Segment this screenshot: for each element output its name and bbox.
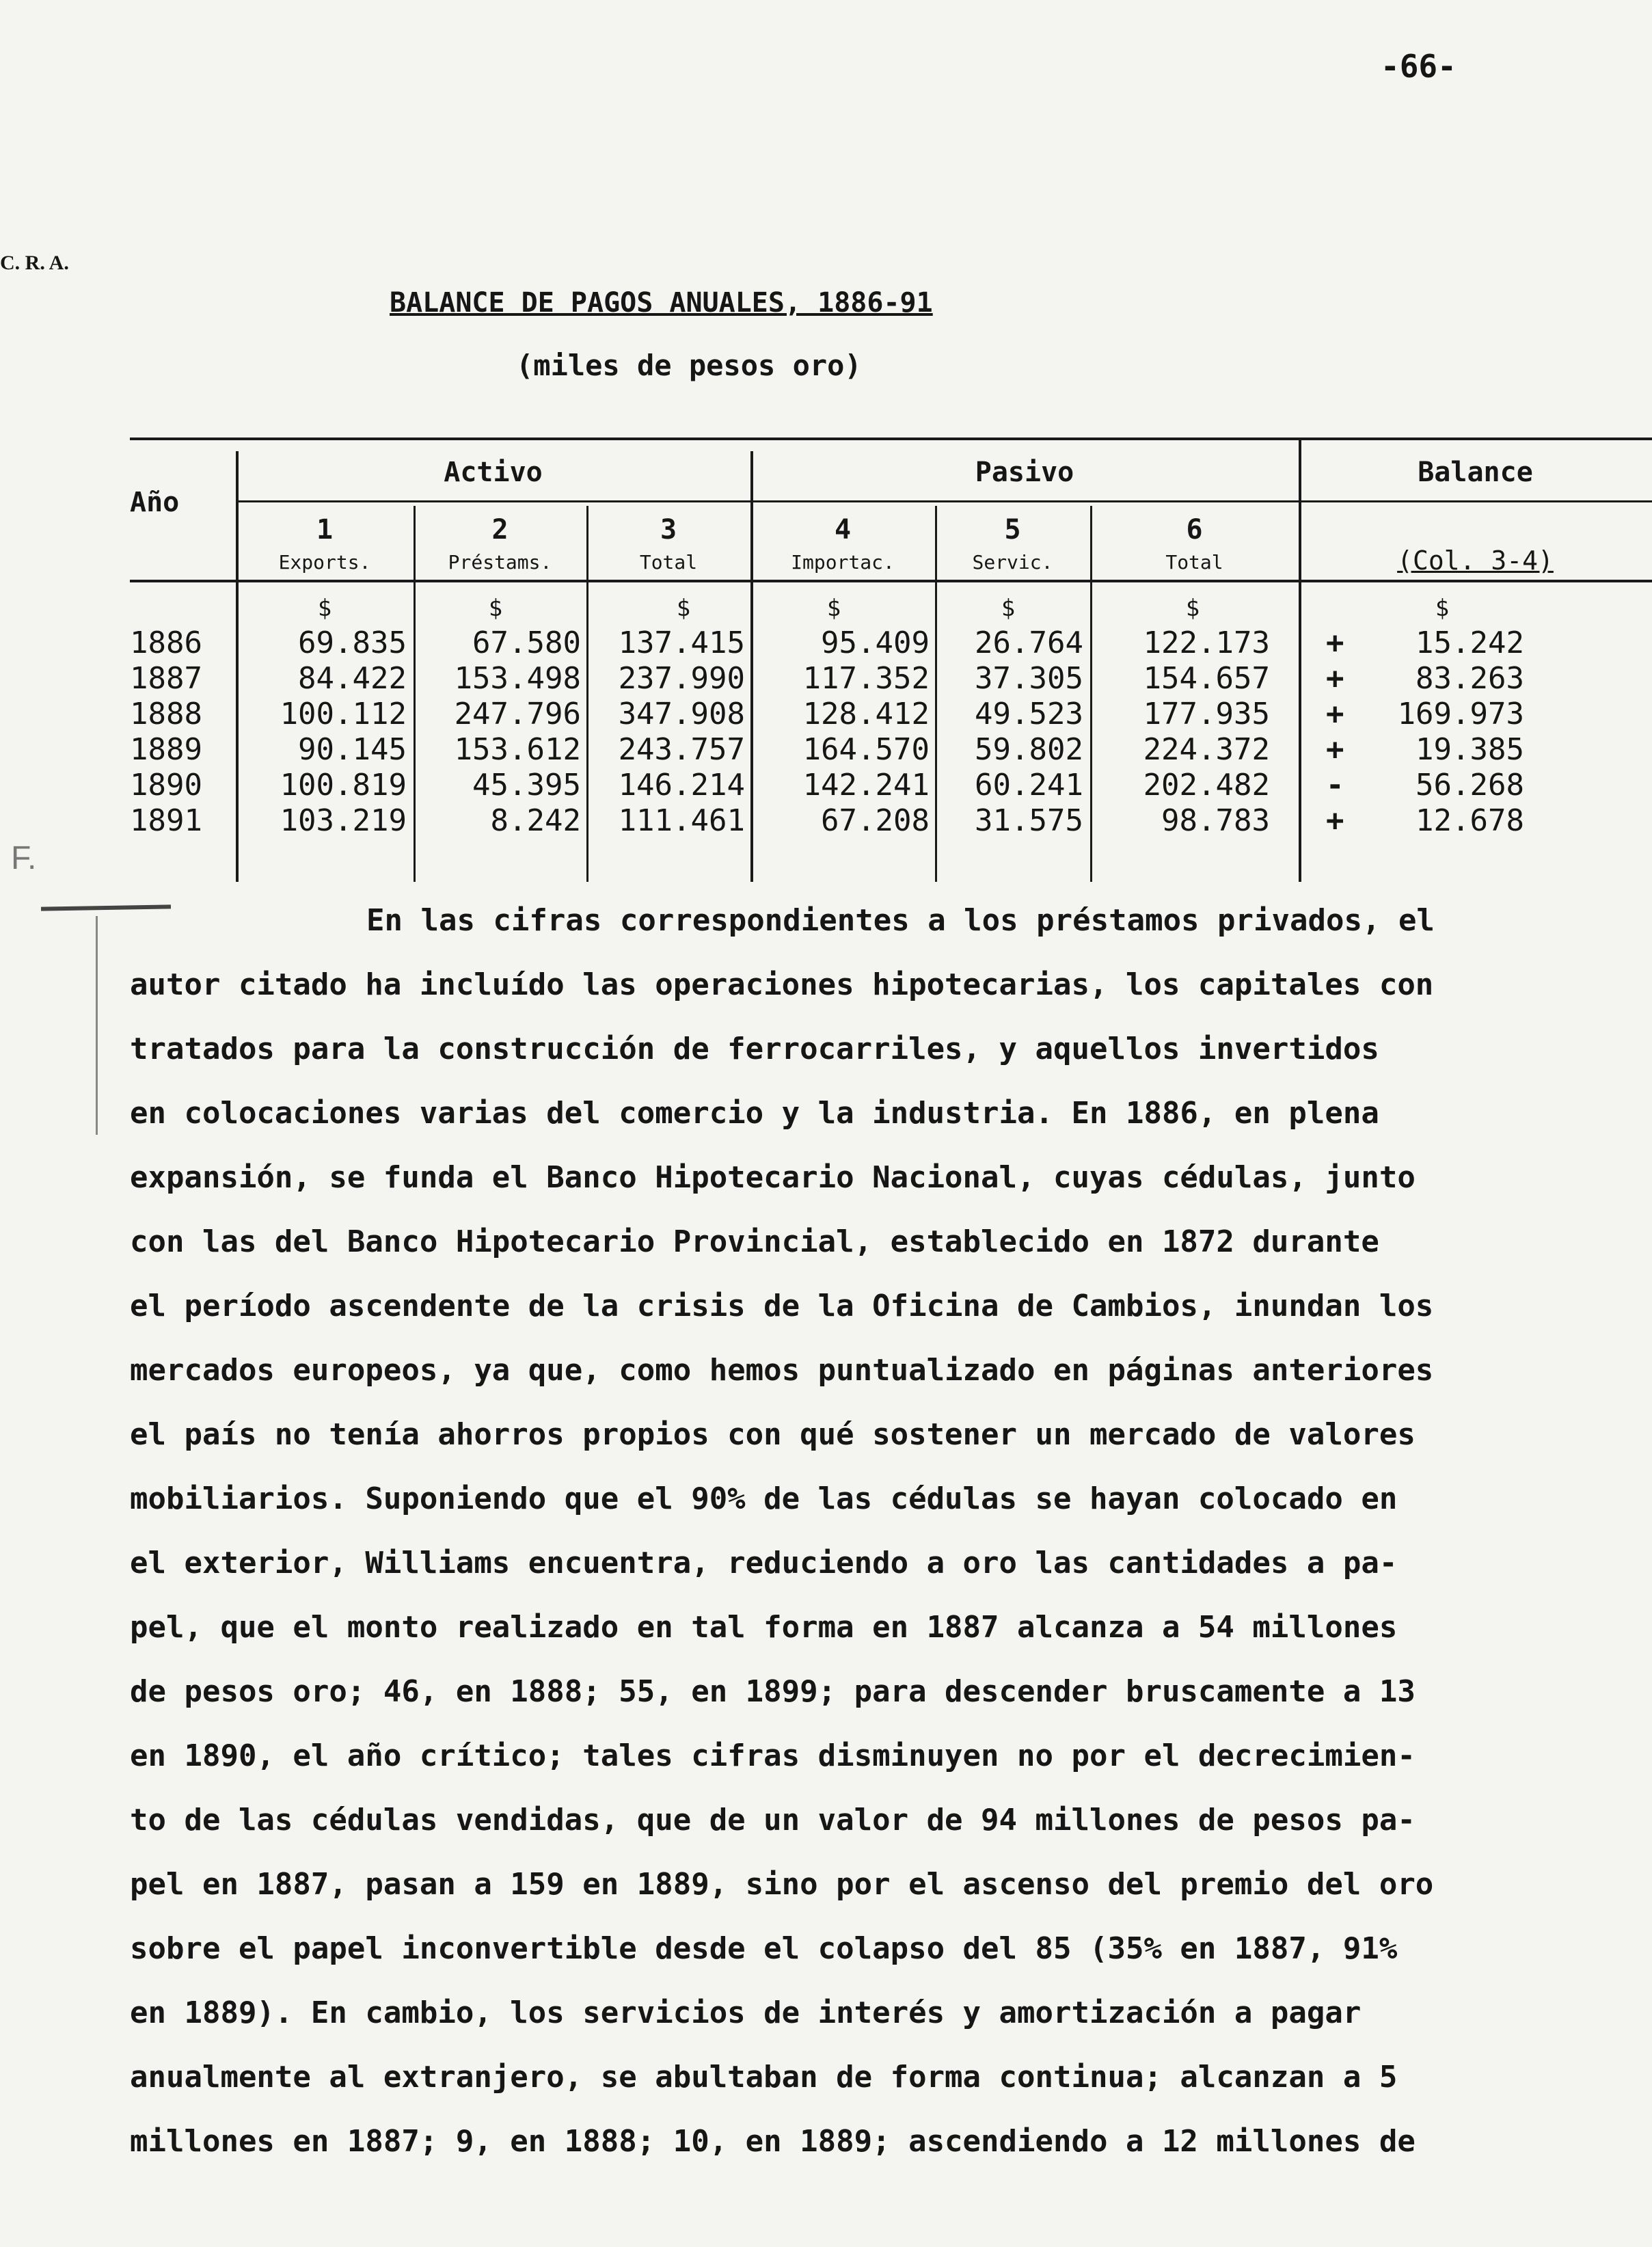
column-label: Exports. <box>278 551 371 574</box>
table-cell: 84.422 <box>298 661 407 696</box>
table-cell: 37.305 <box>975 661 1083 696</box>
balance-table <box>0 0 1652 902</box>
corner-label: C. R. A. <box>0 252 69 274</box>
column-label: Servic. <box>972 551 1053 574</box>
table-cell: 8.242 <box>490 803 581 838</box>
currency-symbol: $ <box>317 595 332 622</box>
table-cell: 95.409 <box>821 625 930 660</box>
table-cell: 100.112 <box>280 697 407 731</box>
balance-sign: + <box>1326 697 1344 731</box>
text-line: el exterior, Williams encuentra, reduciendo a oro las cantidades a pa- <box>130 1546 1398 1580</box>
balance-value: 15.242 <box>1416 625 1524 660</box>
table-cell: 347.908 <box>618 697 745 731</box>
balance-sign: + <box>1326 803 1344 838</box>
column-label: Total <box>1165 551 1223 574</box>
table-header-rule <box>130 580 1652 582</box>
table-cell: 128.412 <box>802 697 930 731</box>
group-header-activo: Activo <box>444 457 543 488</box>
balance-value: 19.385 <box>1416 732 1524 767</box>
table-cell: 111.461 <box>618 803 745 838</box>
column-number: 3 <box>660 514 677 546</box>
table-cell: 26.764 <box>975 625 1083 660</box>
table-top-rule <box>130 438 1652 440</box>
table-cell: 137.415 <box>618 625 745 660</box>
table-divider <box>1299 438 1301 882</box>
balance-value: 56.268 <box>1416 768 1524 803</box>
table-group-rule <box>236 500 1652 502</box>
table-cell: 31.575 <box>975 803 1083 838</box>
table-cell: 153.498 <box>454 661 581 696</box>
row-year: 1891 <box>130 803 202 838</box>
text-line: de pesos oro; 46, en 1888; 55, en 1899; para descender bruscamente a 13 <box>130 1674 1416 1709</box>
balance-sign: + <box>1326 625 1344 660</box>
row-year: 1889 <box>130 732 202 767</box>
currency-symbol: $ <box>826 595 841 622</box>
balance-sign: + <box>1326 661 1344 696</box>
year-header: Año <box>130 487 180 518</box>
margin-line <box>96 916 98 1135</box>
text-line: mobiliarios. Suponiendo que el 90% de las cédulas se hayan colocado en <box>130 1481 1398 1516</box>
text-line: millones en 1887; 9, en 1888; 10, en 1889; ascendiendo a 12 millones de <box>130 2124 1416 2159</box>
row-year: 1886 <box>130 625 202 660</box>
text-line: to de las cédulas vendidas, que de un valor de 94 millones de pesos pa- <box>130 1803 1416 1838</box>
table-cell: 67.580 <box>472 625 581 660</box>
text-line: pel en 1887, pasan a 159 en 1889, sino por el ascenso del premio del oro <box>130 1867 1434 1902</box>
text-line: el período ascendente de la crisis de la Oficina de Cambios, inundan los <box>130 1289 1434 1323</box>
table-cell: 49.523 <box>975 697 1083 731</box>
table-cell: 69.835 <box>298 625 407 660</box>
column-number: 5 <box>1004 514 1021 546</box>
text-line: con las del Banco Hipotecario Provincial, establecido en 1872 durante <box>130 1224 1379 1259</box>
table-cell: 45.395 <box>472 768 581 803</box>
table-cell: 100.819 <box>280 768 407 803</box>
table-cell: 154.657 <box>1143 661 1270 696</box>
text-line: en colocaciones varias del comercio y la industria. En 1886, en plena <box>130 1096 1379 1131</box>
currency-symbol: $ <box>1001 595 1016 622</box>
table-cell: 142.241 <box>802 768 930 803</box>
table-cell: 177.935 <box>1143 697 1270 731</box>
column-label: (Col. 3-4) <box>1397 546 1554 576</box>
table-cell: 98.783 <box>1161 803 1270 838</box>
group-header-balance: Balance <box>1418 457 1533 488</box>
table-cell: 67.208 <box>821 803 930 838</box>
column-number: 2 <box>491 514 509 546</box>
balance-sign: - <box>1326 768 1344 803</box>
currency-symbol: $ <box>1435 595 1450 622</box>
body-paragraph <box>130 889 1640 2174</box>
text-line: mercados europeos, ya que, como hemos puntualizado en páginas anteriores <box>130 1353 1434 1388</box>
text-line: expansión, se funda el Banco Hipotecario Nacional, cuyas cédulas, junto <box>130 1160 1416 1195</box>
text-line: tratados para la construcción de ferrocarriles, y aquellos invertidos <box>130 1032 1379 1066</box>
column-number: 6 <box>1186 514 1203 546</box>
column-label: Importac. <box>791 551 895 574</box>
table-cell: 122.173 <box>1143 625 1270 660</box>
table-title: BALANCE DE PAGOS ANUALES, 1886-91 <box>390 287 933 319</box>
column-number: 4 <box>834 514 852 546</box>
table-subtitle: (miles de pesos oro) <box>516 349 862 382</box>
text-line: en 1890, el año crítico; tales cifras disminuyen no por el decrecimien- <box>130 1738 1416 1773</box>
column-label: Préstams. <box>448 551 552 574</box>
currency-symbol: $ <box>488 595 503 622</box>
currency-symbol: $ <box>676 595 691 622</box>
text-line: sobre el papel inconvertible desde el colapso del 85 (35% en 1887, 91% <box>130 1931 1398 1966</box>
table-cell: 117.352 <box>802 661 930 696</box>
text-line: pel, que el monto realizado en tal forma en 1887 alcanza a 54 millones <box>130 1610 1398 1645</box>
balance-sign: + <box>1326 732 1344 767</box>
margin-note: F. <box>11 840 37 876</box>
text-line: En las cifras correspondientes a los préstamos privados, el <box>366 903 1435 938</box>
table-cell: 247.796 <box>454 697 581 731</box>
balance-value: 12.678 <box>1416 803 1524 838</box>
column-label: Total <box>639 551 698 574</box>
text-line: anualmente al extranjero, se abultaban de forma continua; alcanzan a 5 <box>130 2060 1398 2095</box>
balance-value: 83.263 <box>1416 661 1524 696</box>
text-line: autor citado ha incluído las operaciones hipotecarias, los capitales con <box>130 967 1434 1002</box>
table-cell: 59.802 <box>975 732 1083 767</box>
table-cell: 90.145 <box>298 732 407 767</box>
currency-symbol: $ <box>1185 595 1200 622</box>
table-cell: 224.372 <box>1143 732 1270 767</box>
row-year: 1887 <box>130 661 202 696</box>
group-header-pasivo: Pasivo <box>975 457 1074 488</box>
text-line: el país no tenía ahorros propios con qué sostener un mercado de valores <box>130 1417 1416 1452</box>
table-cell: 60.241 <box>975 768 1083 803</box>
page-number: -66- <box>1381 48 1457 85</box>
table-cell: 237.990 <box>618 661 745 696</box>
table-cell: 164.570 <box>802 732 930 767</box>
column-number: 1 <box>316 514 334 546</box>
row-year: 1890 <box>130 768 202 803</box>
table-cell: 243.757 <box>618 732 745 767</box>
balance-value: 169.973 <box>1397 697 1524 731</box>
table-cell: 202.482 <box>1143 768 1270 803</box>
table-cell: 103.219 <box>280 803 407 838</box>
text-line: en 1889). En cambio, los servicios de interés y amortización a pagar <box>130 1995 1362 2030</box>
row-year: 1888 <box>130 697 202 731</box>
table-cell: 146.214 <box>618 768 745 803</box>
table-cell: 153.612 <box>454 732 581 767</box>
